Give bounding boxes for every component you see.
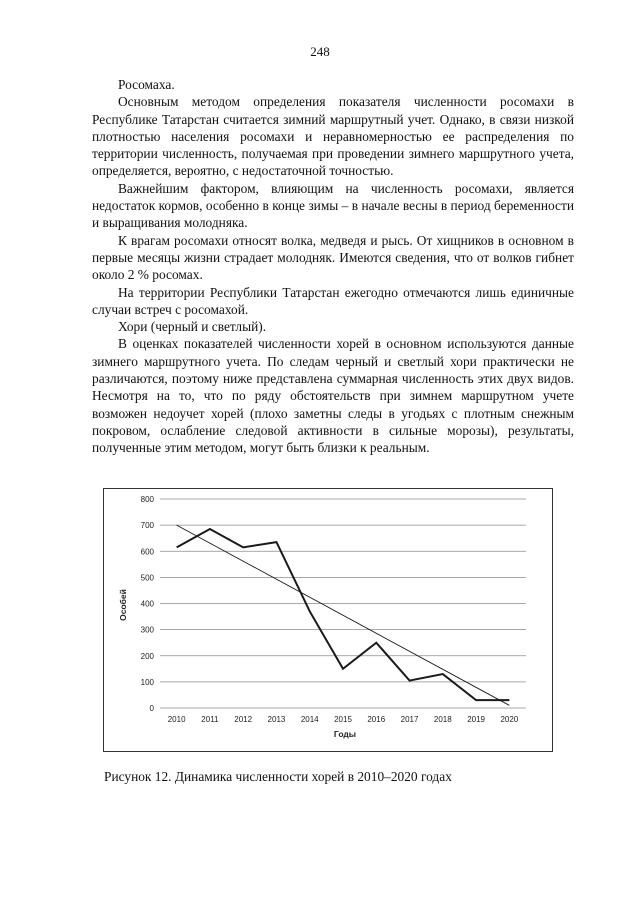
x-tick-label: 2014 <box>300 715 319 724</box>
body-text <box>92 76 574 457</box>
x-tick-label: 2015 <box>334 715 352 724</box>
figure-caption: Рисунок 12. Динамика численности хорей в 2010–2020 годах <box>104 769 452 784</box>
x-tick-label: 2013 <box>267 715 286 724</box>
x-tick-label: 2017 <box>400 715 419 724</box>
y-tick-label: 800 <box>140 495 154 504</box>
paragraph-wolverine-heading: Росомаха. <box>118 77 175 92</box>
x-tick-label: 2018 <box>433 715 452 724</box>
paragraph-wolverine-enemies: К врагам росомахи относят волка, медведя и рысь. От хищников в основном в первые месяцы жизни страдает молодняк. Имеются сведения, что от волков гибнет около 2 % росомах. <box>92 232 574 283</box>
y-axis-label: Особей <box>118 589 128 621</box>
paragraph-wolverine-encounters: На территории Республики Татарстан ежегодно отмечаются лишь единичные случаи встреч с росомахой. <box>92 284 574 317</box>
paragraph-wolverine-factor: Важнейшим фактором, влияющим на численность росомахи, является недостаток кормов, особенно в конце зимы – в начале весны в период беременности и выращивания молодняка. <box>92 180 574 231</box>
y-tick-label: 600 <box>140 547 154 557</box>
trend-line <box>177 525 510 705</box>
x-tick-label: 2011 <box>201 715 219 724</box>
x-axis-label: Годы <box>333 729 357 739</box>
y-tick-label: 300 <box>140 625 154 635</box>
y-tick-label: 100 <box>140 677 154 687</box>
chart-figure <box>103 488 553 752</box>
y-tick-label: 400 <box>140 599 154 609</box>
page-number: 248 <box>310 44 330 59</box>
x-tick-label: 2012 <box>234 715 253 724</box>
paragraph-polecat-heading: Хори (черный и светлый). <box>118 319 267 335</box>
x-tick-label: 2016 <box>367 715 386 724</box>
y-tick-label: 500 <box>140 573 154 583</box>
x-tick-label: 2019 <box>467 715 485 724</box>
paragraph-wolverine-method: Основным методом определения показателя численности росомахи в Республике Татарстан считается зимний маршрутный учет. Однако, в связи низкой плотностью населения росомахи и неравномерностью ее распределения по территории численность, получаемая при проведении зимнего маршрутного учета, определяется, вероятно, с недостаточной точностью. <box>92 94 574 179</box>
y-tick-label: 200 <box>140 651 154 661</box>
x-tick-label: 2020 <box>500 715 519 724</box>
y-tick-label: 700 <box>140 521 154 531</box>
population-line <box>177 529 510 700</box>
x-tick-label: 2010 <box>167 715 186 724</box>
polecat-population-chart <box>104 489 552 751</box>
y-tick-label: 0 <box>149 704 154 713</box>
paragraph-polecat-method: В оценках показателей численности хорей в основном используются данные зимнего маршрутного учета. По следам черный и светлый хори практически не различаются, поэтому ниже представлена суммарная численность этих двух видов. Несмотря на то, что по ряду обстоятельств при зимнем маршрутном учете возможен недоучет хорей (плохо заметны следы в угодьях с плотным снежным покровом, ослабление следовой активности в сильные морозы), результаты, полученные этим методом, могут быть близки к реальным. <box>92 336 574 456</box>
